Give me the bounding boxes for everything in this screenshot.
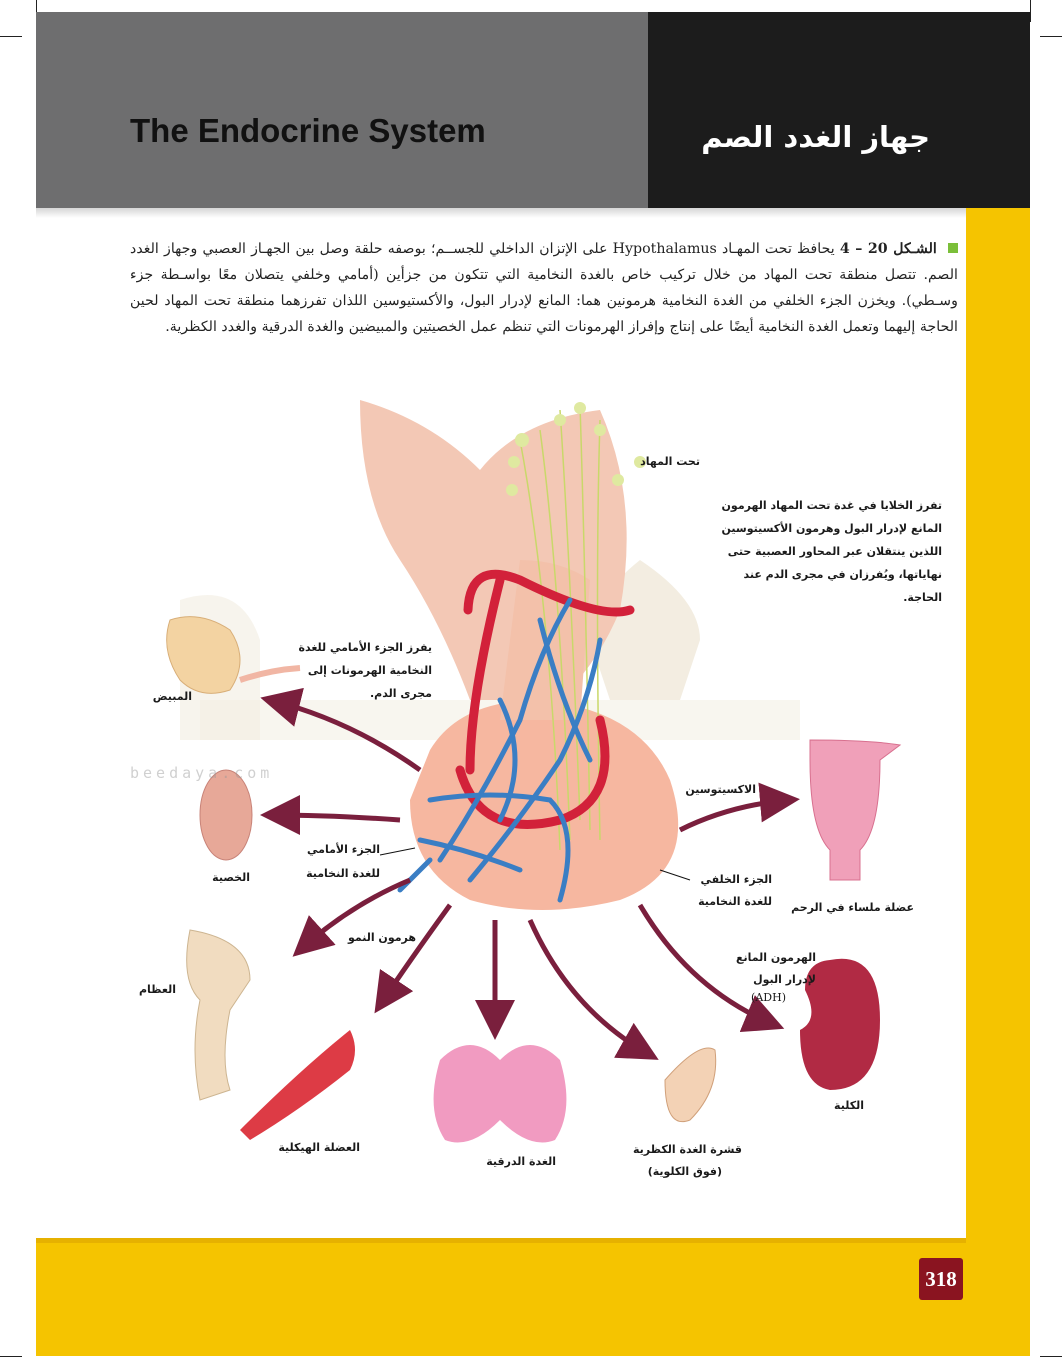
label-posterior-pituitary-1: الجزء الخلفي: [700, 873, 772, 886]
thyroid-organ: [434, 1045, 567, 1143]
label-thyroid: الغدة الدرقية: [486, 1155, 556, 1168]
label-uterus-muscle: عضلة ملساء في الرحم: [791, 901, 914, 914]
page-title-english: The Endocrine System: [130, 112, 486, 149]
figure-reference: الشـكل 20 – 4: [839, 241, 937, 257]
label-adh-1: الهرمون المانع: [736, 951, 816, 964]
label-growth-hormone: هرمون النمو: [347, 931, 416, 944]
skeletal-muscle-organ: [240, 1030, 355, 1140]
label-hypothalamus-note: تفرز الخلايا في غدة تحت المهاد الهرمون المانع لإدرار البول وهرمون الأكسيتوسين اللذين ينتقلان عبر المحاور العصبية حتى نهاياتها، ويُفرزان في مجرى الدم عند الحاجة.: [721, 499, 942, 604]
label-adrenal-1: قشرة الغدة الكظرية: [632, 1143, 742, 1156]
bone-organ: [187, 930, 250, 1100]
label-adh-3: (ADH): [751, 991, 786, 1004]
testis-organ: [200, 770, 252, 860]
page-number-badge: 318: [919, 1258, 963, 1300]
adrenal-organ: [665, 1048, 716, 1122]
label-adh-2: لإدرار البول: [753, 973, 816, 986]
label-oxytocin: الاكسيتوسين: [685, 783, 756, 796]
label-skeletal-muscle: العضلة الهيكلية: [278, 1141, 360, 1154]
label-anterior-pituitary-2: للغدة النخامية: [306, 867, 380, 880]
caption-text: يحافظ تحت المهـاد Hypothalamus على الإتزان الداخلي للجســم؛ بوصفه حلقة وصل بين الجهـاز العصبي وجهاز الغدد الصم. تتصل منطقة تحت المهاد من خلال تركيب خاص بالغدة النخامية التي تتكون من جزأين (أمامي وخلفي يتصلان معًا بواسـطة جزء وسـطي). ويخزن الجزء الخلفي من الغدة النخامية هرمونين هما: المانع لإدرار البول، والأكستيوسين اللذان تفرزهما منطقة تحت المهاد لحين الحاجة إليهما وتعمل الغدة النخامية أيضًا على إنتاج وإفراز الهرمونات التي تنظم عمل الخصيتين والمبيضين والغدة الدرقية والغدد الكظرية.: [130, 241, 958, 335]
label-anterior-pituitary-1: الجزء الأمامي: [307, 843, 380, 856]
uterus-organ: [810, 740, 900, 880]
label-ovary: المبيض: [152, 690, 192, 703]
label-kidney: الكلية: [834, 1099, 864, 1112]
label-hypothalamus: تحت المهاد: [640, 455, 700, 468]
watermark-url: beedaya.com: [130, 764, 274, 782]
label-anterior-note: يفرز الجزء الأمامي للغدة النخامية الهرمونات إلى مجرى الدم.: [298, 641, 432, 700]
label-bones: العظام: [138, 983, 176, 996]
page-title-arabic: جهاز الغدد الصم: [701, 120, 930, 154]
label-testis: الخصية: [212, 871, 250, 884]
label-adrenal-2: (فوق الكلوية): [647, 1165, 722, 1178]
label-posterior-pituitary-2: للغدة النخامية: [698, 895, 772, 908]
